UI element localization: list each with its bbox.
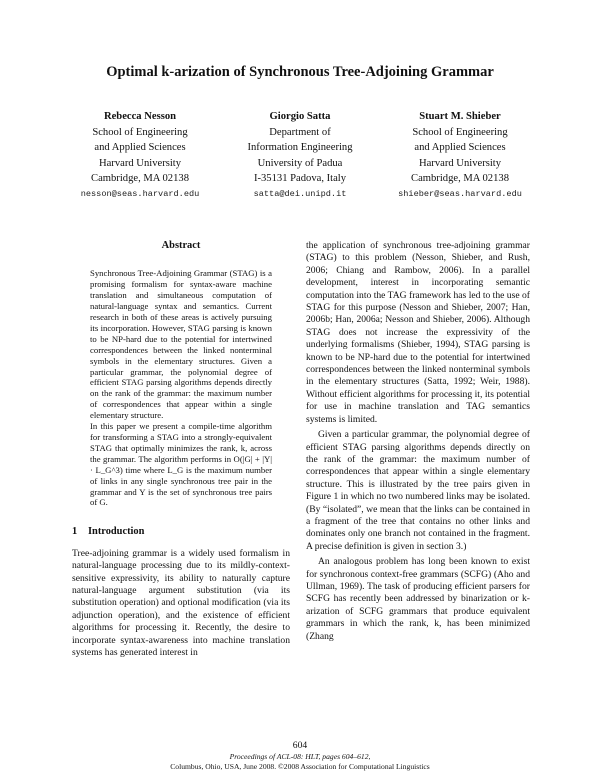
author-affiliation: and Applied Sciences — [414, 142, 506, 153]
author-affiliation: Information Engineering — [247, 142, 353, 153]
author-affiliation: School of Engineering — [412, 126, 508, 138]
body-paragraph: the application of synchronous tree-adjoining grammar (STAG) to this problem (Nesson, Shieber, and Rush, 2006; Chiang and Rambow, 2006). In a parallel development, interest in incorporating semantic computation into the TAG framework has led to the use of STAG for this purpose (Nesson and Shieber, 2007; Han, 2006b; Han, 2006a; Nesson and Shieber, 2006). Although STAG does not increase the expressivity of the underlying formalisms (Shieber, 1994), STAG parsing is known to be NP-hard due to the potential for intertwined correspondences between the linked nonterminal symbols in the elementary structures (Satta, 1992; Weir, 1988). Without efficient algorithms for processing it, its potential for use in machine translation and TAG semantics systems is limited. — [306, 240, 530, 425]
abstract-paragraph: Synchronous Tree-Adjoining Grammar (STAG) is a promising formalism for syntax-aware machine translation and simultaneous computation of natural-language syntax and semantics. Current research in both of these areas is actively pursuing its incorporation. However, STAG parsing is known to be NP-hard due to the potential for intertwined correspondences between the linked nonterminal symbols in the elementary structures. Given a particular grammar, the polynomial degree of efficient STAG parsing algorithms depends directly on the rank of the grammar: the maximum number of correspondences that appear within a single elementary structure. — [90, 268, 272, 421]
left-column — [72, 240, 290, 659]
section-heading — [72, 526, 290, 538]
author-affiliation: I-35131 Padova, Italy — [253, 173, 347, 184]
author-affiliation: and Applied Sciences — [94, 142, 186, 153]
section-title: Introduction — [88, 526, 145, 538]
paper-title: Optimal k-arization of Synchronous Tree-Adjoining Grammar — [106, 64, 494, 80]
author-affiliation: Harvard University — [98, 157, 182, 169]
section-number: 1 — [72, 526, 78, 538]
body-paragraph: Given a particular grammar, the polynomial degree of efficient STAG parsing algorithms depends directly on the rank of the grammar: the maximum number of correspondences that appear within a single elementary structure. This is illustrated by the tree pairs given in Figure 1 in which no two numbered links may be isolated. (By “isolated”, we mean that the links can be contained in a fragment of the tree that contains no other links and dominates only one branch not contained in the fragment. A precise definition is given in section 3.) — [306, 429, 530, 552]
page-number: 604 — [292, 740, 308, 751]
author-block — [365, 109, 555, 202]
proceedings-citation: Proceedings of ACL-08: HLT, pages 604–612, — [229, 752, 371, 761]
author-email: nesson@seas.harvard.edu — [80, 188, 200, 199]
venue-copyright: Columbus, Ohio, USA, June 2008. ©2008 Association for Computational Linguistics — [170, 762, 430, 771]
author-affiliation: Cambridge, MA 02138 — [411, 173, 509, 184]
abstract-paragraph: In this paper we present a compile-time algorithm for transforming a STAG into a strongly-equivalent STAG that optimally minimizes the rank, k, across the grammar. The algorithm performs in O(|G| + |Y| · L_G^3) time where L_G is the maximum number of links in any single synchronous tree pair in the grammar and Y is the set of synchronous tree pairs of G. — [90, 421, 272, 508]
author-affiliation: University of Padua — [257, 157, 343, 169]
author-affiliation: Harvard University — [418, 157, 502, 169]
abstract-body — [90, 268, 272, 508]
abstract-heading: Abstract — [161, 240, 201, 251]
author-email: shieber@seas.harvard.edu — [398, 188, 522, 199]
right-column — [306, 240, 530, 643]
author-affiliation: Cambridge, MA 02138 — [91, 173, 189, 184]
author-affiliation: Department of — [269, 126, 331, 138]
author-email: satta@dei.unipd.it — [253, 188, 347, 199]
author-affiliation: School of Engineering — [92, 126, 188, 138]
body-paragraph: An analogous problem has long been known to exist for synchronous context-free grammars (SCFG) (Aho and Ullman, 1969). The task of producing efficient parsers for SCFG has recently been addressed by binarization or k-arization of SCFG grammars that produce equivalent grammars in which the rank, k, has been minimized (Zhang — [306, 556, 530, 642]
author-name: Stuart M. Shieber — [419, 111, 501, 122]
author-name: Giorgio Satta — [269, 111, 331, 122]
author-name: Rebecca Nesson — [103, 111, 177, 122]
body-paragraph: Tree-adjoining grammar is a widely used formalism in natural-language processing due to its mildly-context-sensitive expressivity, its ability to naturally capture natural-language argument substitution (via its substitution operation) and optional modification (via its adjunction operation), and the existence of efficient algorithms for processing it. Recently, the desire to incorporate syntax-awareness into machine translation systems has generated interest in — [72, 547, 290, 658]
